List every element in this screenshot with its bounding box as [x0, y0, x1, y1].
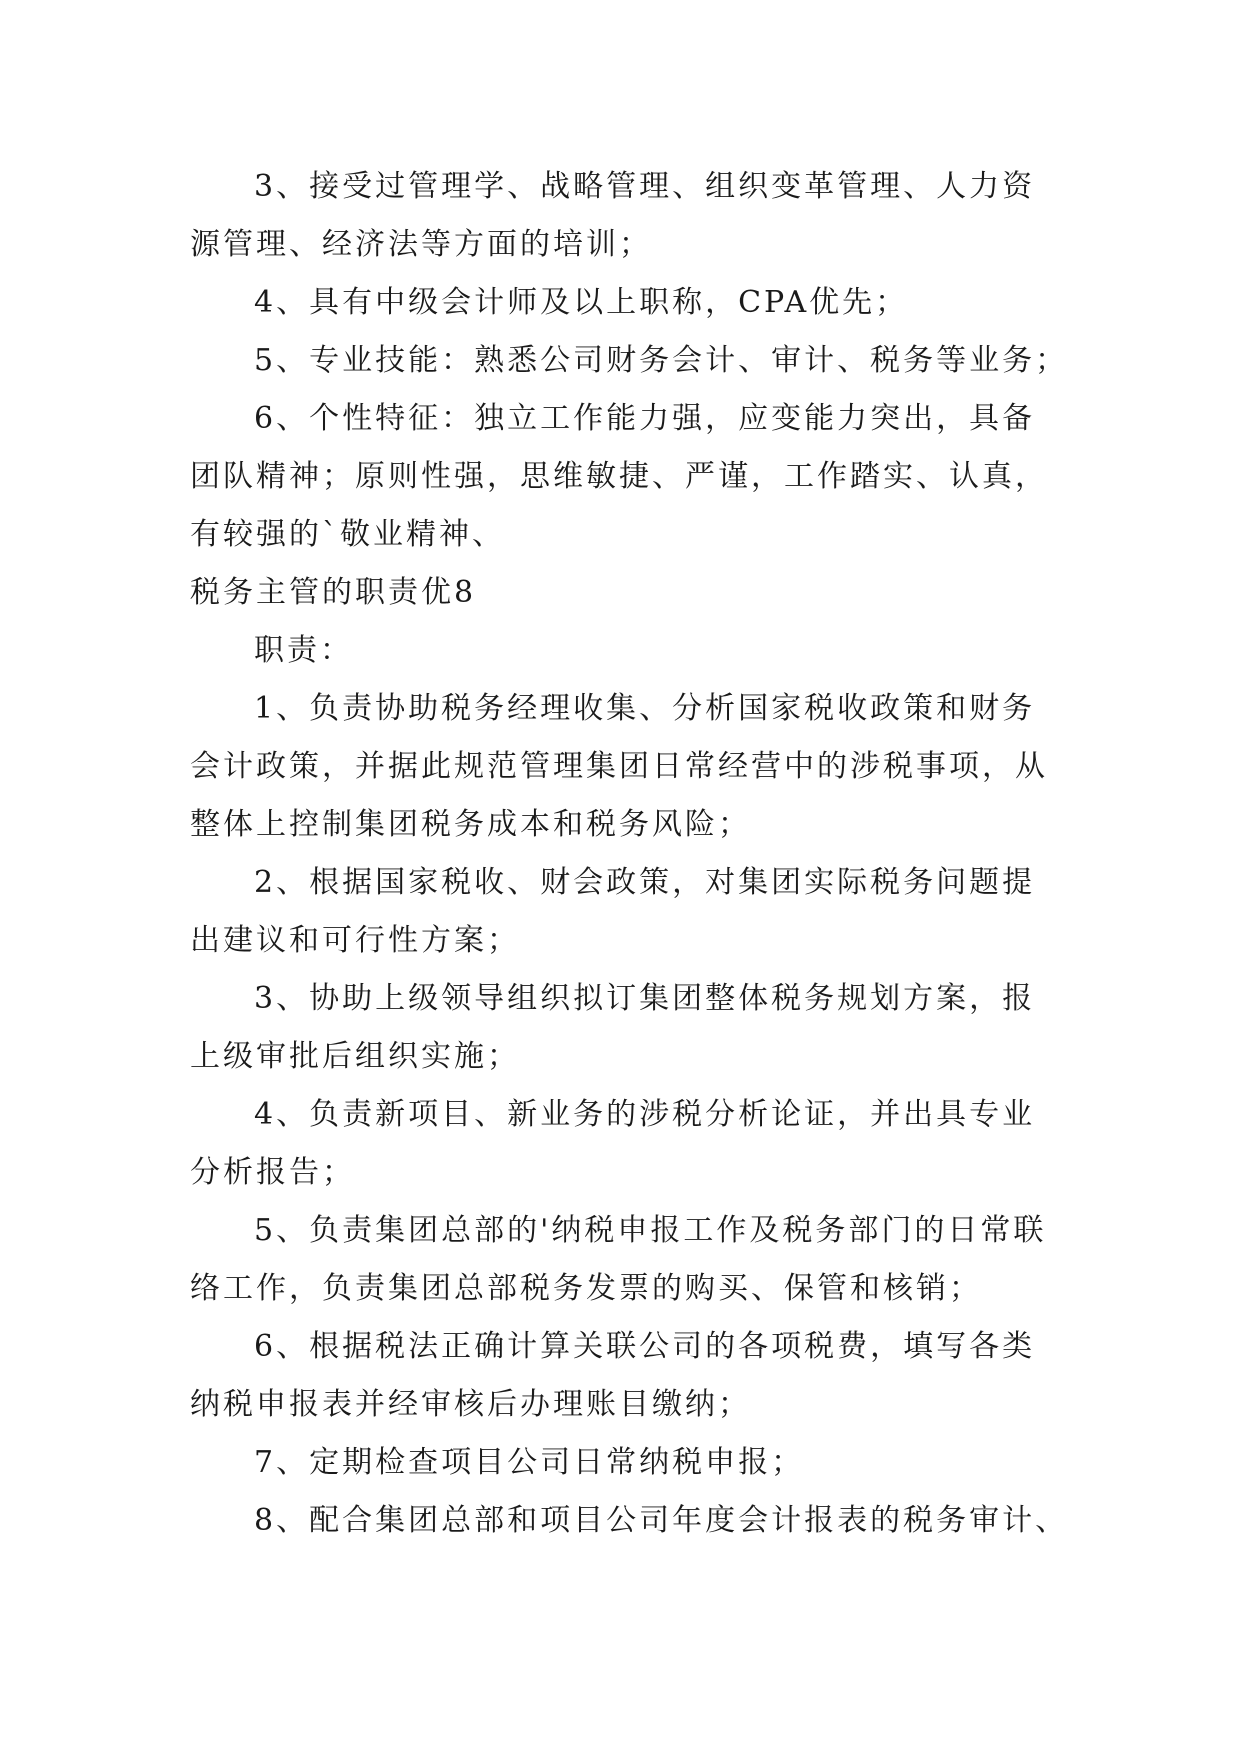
text-line-5: 6、个性特征：独立工作能力强，应变能力突出，具备: [254, 401, 1036, 436]
text-line-4: 5、专业技能：熟悉公司财务会计、审计、税务等业务；: [254, 343, 1069, 378]
text-line-3: 4、具有中级会计师及以上职称，CPA优先；: [254, 285, 909, 320]
section-heading: 税务主管的职责优8: [190, 575, 477, 610]
text-line-21: 6、根据税法正确计算关联公司的各项税费，填写各类: [254, 1329, 1036, 1364]
text-line-7: 有较强的`敬业精神、: [190, 517, 505, 552]
text-line-13: 2、根据国家税收、财会政策，对集团实际税务问题提: [254, 865, 1036, 900]
text-line-20: 络工作，负责集团总部税务发票的购买、保管和核销；: [190, 1271, 982, 1306]
text-line-11: 会计政策，并据此规范管理集团日常经营中的涉税事项，从: [190, 749, 1048, 784]
text-line-18: 分析报告；: [190, 1155, 355, 1190]
text-line-6: 团队精神；原则性强，思维敏捷、严谨，工作踏实、认真，: [190, 459, 1048, 494]
text-line-10: 1、负责协助税务经理收集、分析国家税收政策和财务: [254, 691, 1036, 726]
text-line-22: 纳税申报表并经审核后办理账目缴纳；: [190, 1387, 751, 1422]
text-line-19: 5、负责集团总部的'纳税申报工作及税务部门的日常联: [254, 1213, 1047, 1248]
text-line-24: 8、配合集团总部和项目公司年度会计报表的税务审计、: [254, 1503, 1069, 1538]
text-line-9: 职责：: [254, 633, 353, 668]
document-body: [190, 158, 1069, 1550]
text-line-17: 4、负责新项目、新业务的涉税分析论证，并出具专业: [254, 1097, 1036, 1132]
text-line-1: 3、接受过管理学、战略管理、组织变革管理、人力资: [254, 169, 1036, 204]
text-line-12: 整体上控制集团税务成本和税务风险；: [190, 807, 751, 842]
text-line-15: 3、协助上级领导组织拟订集团整体税务规划方案，报: [254, 981, 1036, 1016]
text-line-2: 源管理、经济法等方面的培训；: [190, 227, 652, 262]
text-line-14: 出建议和可行性方案；: [190, 923, 520, 958]
text-line-23: 7、定期检查项目公司日常纳税申报；: [254, 1445, 805, 1480]
text-line-16: 上级审批后组织实施；: [190, 1039, 520, 1074]
